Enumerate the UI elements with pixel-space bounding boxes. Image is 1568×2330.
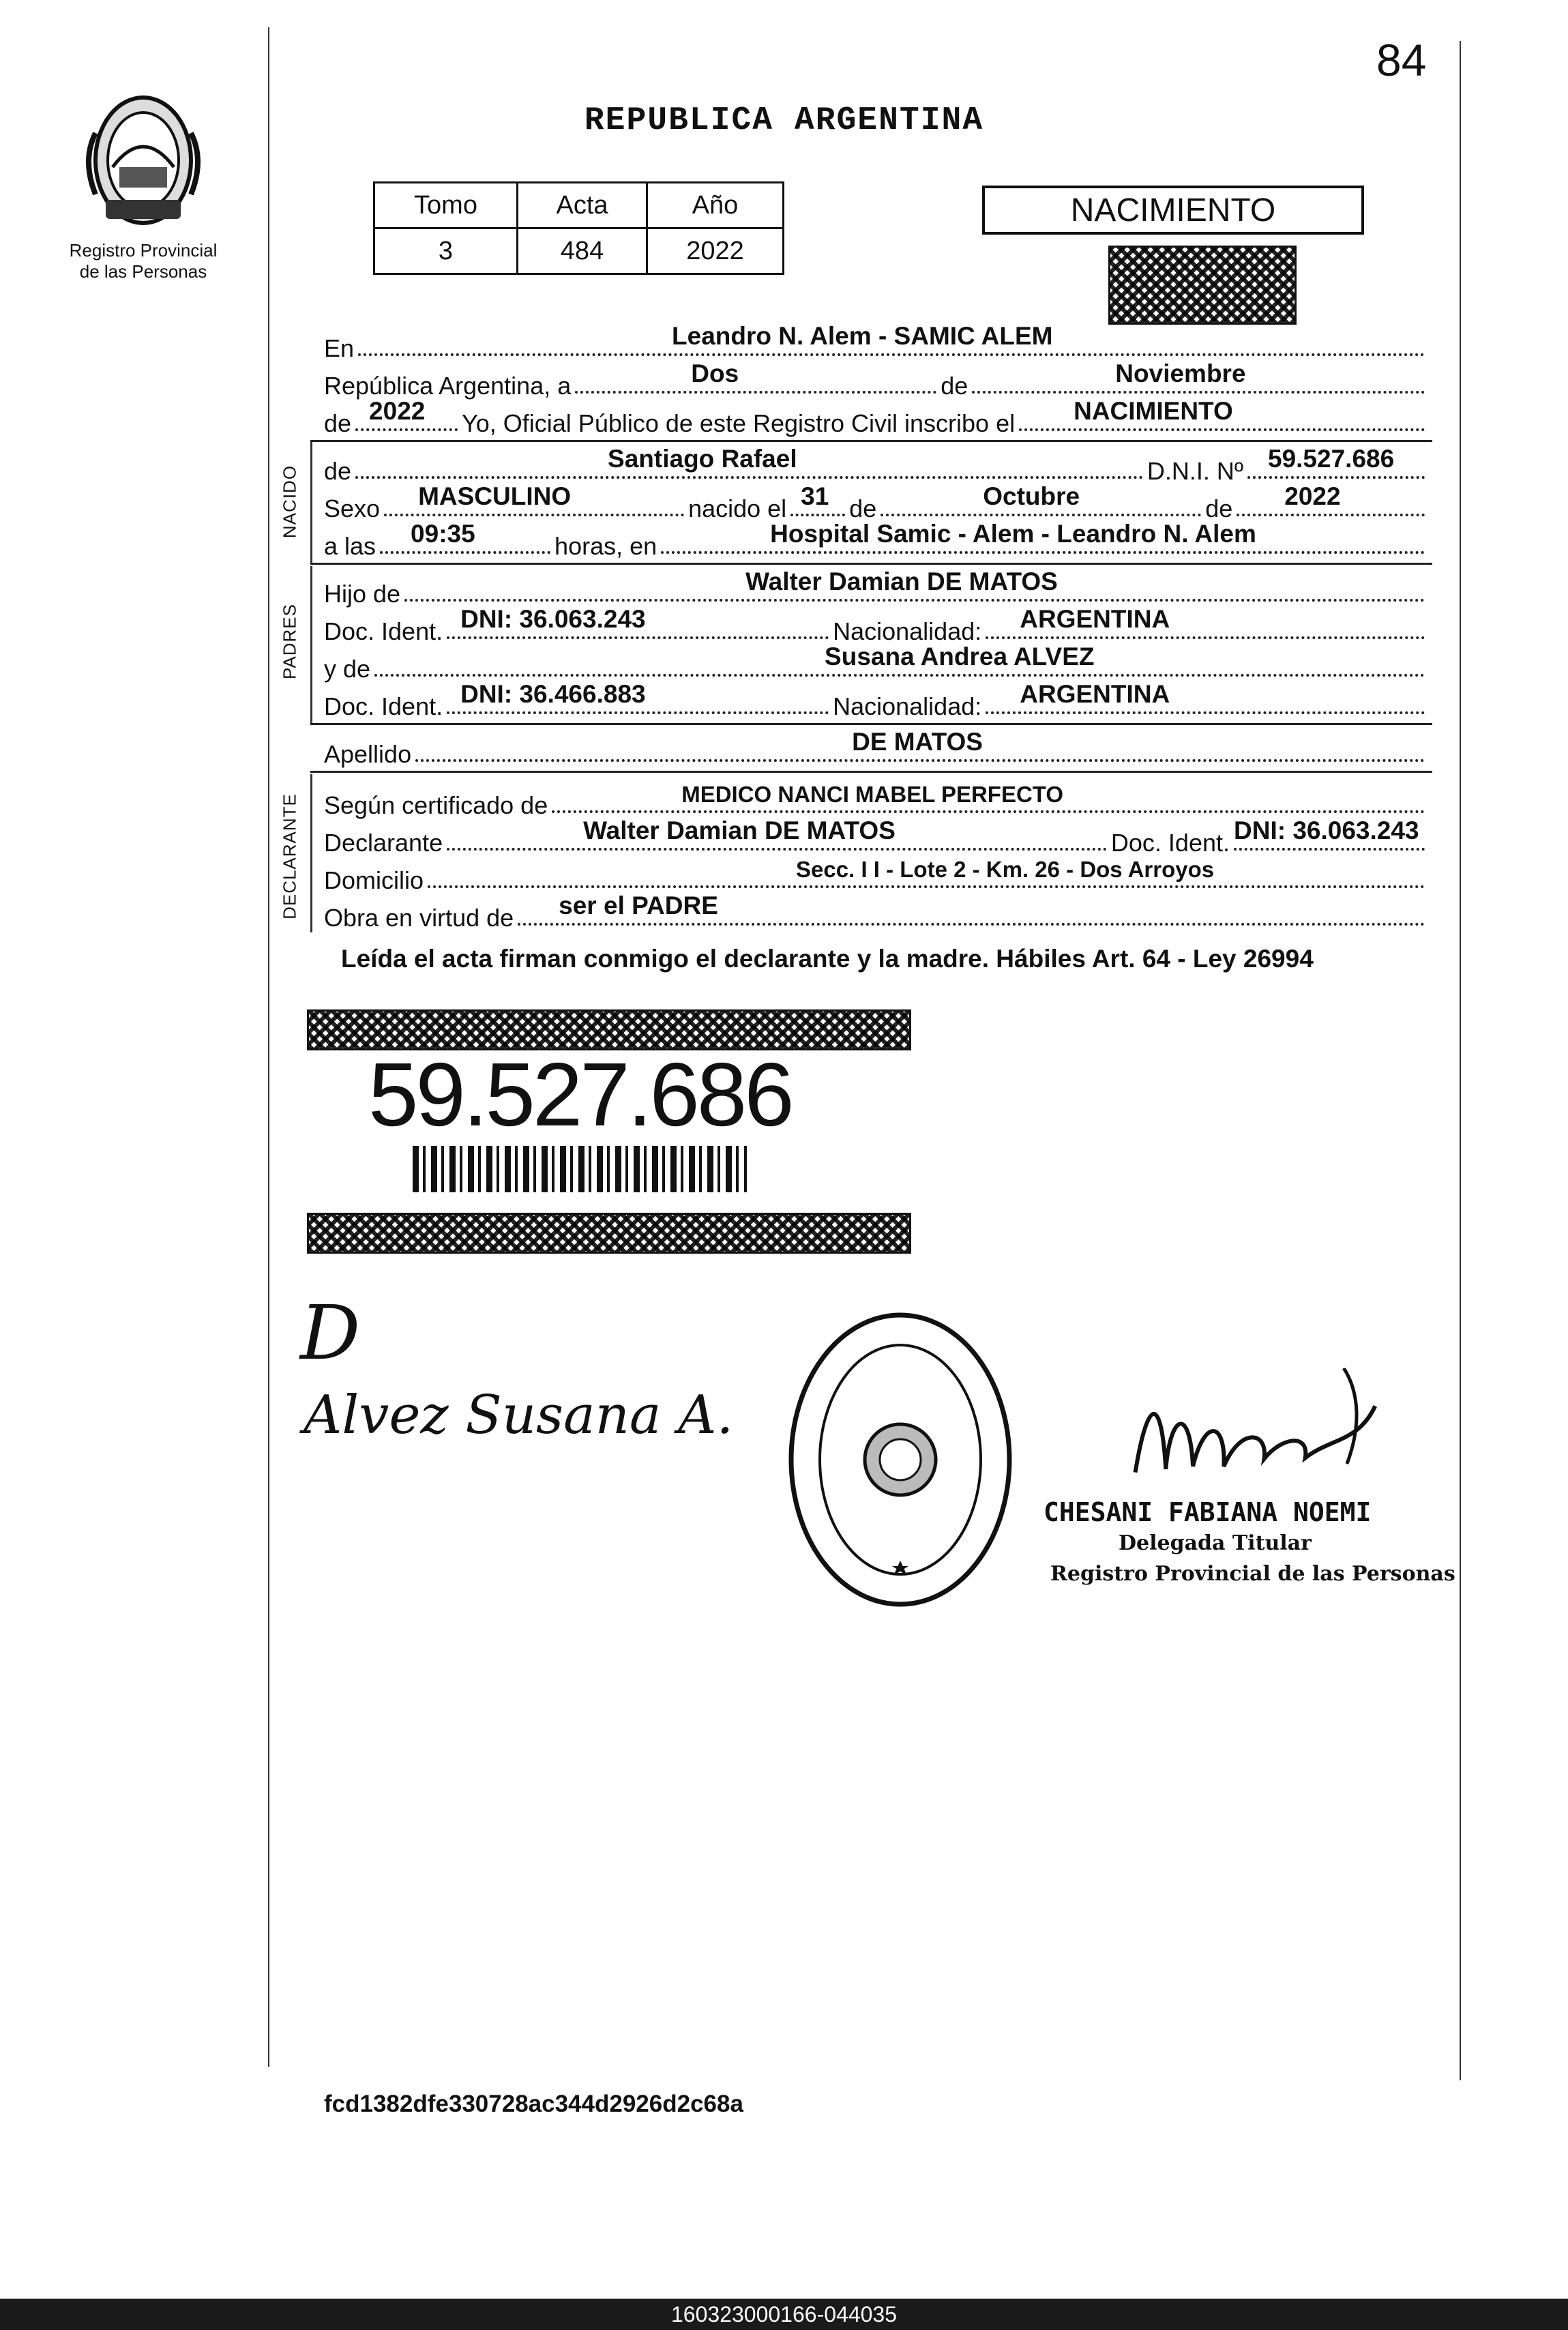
republica-label: República Argentina, a	[324, 372, 572, 400]
father-nationality: ARGENTINA	[1020, 605, 1170, 633]
doc-label-mother: Doc. Ident.	[324, 692, 443, 720]
official-name: CHESANI FABIANA NOEMI	[1044, 1497, 1372, 1527]
document-hash: fcd1382dfe330728ac344d2926d2c68a	[324, 2091, 743, 2117]
apellido-label: Apellido	[324, 740, 412, 768]
logo-caption-line2: de las Personas	[79, 261, 207, 282]
footer-bar	[0, 2299, 1568, 2330]
yde-label: y de	[324, 655, 371, 683]
nac-label-mother: Nacionalidad:	[833, 692, 982, 720]
left-margin-rule	[268, 27, 269, 2067]
de-label-3: de	[1205, 495, 1233, 522]
document-title: REPUBLICA ARGENTINA	[584, 102, 984, 139]
barcode-pattern-bottom	[307, 1213, 911, 1254]
decl-label: Declarante	[324, 829, 443, 857]
inscribo-line	[324, 397, 1429, 438]
header-acta: Acta	[518, 183, 647, 228]
de-label: de	[941, 372, 968, 400]
header-ano: Año	[647, 183, 784, 228]
official-seal	[784, 1306, 1016, 1613]
hijo-line	[324, 567, 1429, 608]
birth-month: Octubre	[983, 482, 1080, 510]
decl-doc-label: Doc. Ident.	[1110, 829, 1230, 857]
apellido-value: DE MATOS	[852, 728, 983, 756]
en-line	[324, 322, 1429, 363]
header-tomo: Tomo	[374, 183, 518, 228]
obra-value: ser el PADRE	[559, 891, 718, 919]
official-signature	[1120, 1365, 1390, 1509]
mother-name: Susana Andrea ALVEZ	[825, 643, 1095, 670]
right-margin-rule	[1460, 41, 1461, 2080]
nombre-line	[324, 445, 1429, 486]
declarante-line	[324, 816, 1429, 857]
closing-text: Leída el acta firman conmigo el declarante y la madre. Hábiles Art. 64 - Ley 26994	[341, 945, 1314, 973]
dni-label: D.N.I. Nº	[1147, 457, 1243, 485]
section-declarante: DECLARANTE	[279, 793, 300, 919]
inscribo-value: NACIMIENTO	[1074, 397, 1233, 425]
birth-day: 31	[801, 482, 829, 510]
signature-mother: Alvez Susana A.	[304, 1385, 734, 1446]
month-value: Noviembre	[1115, 359, 1246, 387]
value-acta: 484	[518, 228, 647, 274]
signature-declarante: D	[300, 1289, 361, 1376]
security-pattern-stamp	[1108, 246, 1297, 325]
cert-label: Según certificado de	[324, 791, 548, 819]
hora-line	[324, 520, 1429, 561]
cert-value: MEDICO NANCI MABEL PERFECTO	[681, 782, 1064, 807]
mother-line	[324, 643, 1429, 683]
nacido-el-label: nacido el	[688, 495, 787, 522]
mother-nationality: ARGENTINA	[1020, 680, 1170, 708]
birth-time: 09:35	[411, 520, 475, 548]
sexo-value: MASCULINO	[418, 482, 572, 510]
year-value: 2022	[369, 397, 426, 425]
obra-label: Obra en virtud de	[324, 904, 514, 932]
nac-label-father: Nacionalidad:	[833, 617, 982, 645]
barcode-bars	[413, 1146, 747, 1192]
footer-id: 160323000166-044035	[671, 2302, 897, 2327]
de2-label: de	[324, 409, 352, 437]
record-type-box: NACIMIENTO	[982, 186, 1364, 235]
sexo-label: Sexo	[324, 495, 381, 522]
obra-line	[324, 891, 1429, 932]
en-label: En	[324, 334, 355, 362]
decl-value: Walter Damian DE MATOS	[583, 816, 896, 844]
apellido-line	[324, 728, 1429, 769]
child-name: Santiago Rafael	[608, 445, 797, 473]
nombre-de-label: de	[324, 457, 352, 485]
birth-place: Hospital Samic - Alem - Leandro N. Alem	[770, 520, 1256, 548]
father-name: Walter Damian DE MATOS	[745, 567, 1058, 595]
en-value: Leandro N. Alem - SAMIC ALEM	[672, 322, 1053, 350]
inscribo-label: Yo, Oficial Público de este Registro Civil inscribo el	[462, 409, 1016, 437]
official-role: Delegada Titular	[1119, 1531, 1312, 1555]
dom-value: Secc. I I - Lote 2 - Km. 26 - Dos Arroyos	[796, 857, 1215, 882]
dom-label: Domicilio	[324, 866, 424, 894]
record-table	[373, 181, 784, 275]
section-padres: PADRES	[279, 604, 300, 679]
section-nacido: NACIDO	[279, 464, 300, 539]
hijo-label: Hijo de	[324, 580, 401, 608]
horas-label: horas, en	[554, 532, 657, 560]
official-office: Registro Provincial de las Personas	[1050, 1562, 1455, 1586]
logo-caption	[48, 240, 239, 282]
child-dni: 59.527.686	[1268, 445, 1395, 473]
decl-doc: DNI: 36.063.243	[1234, 816, 1419, 844]
value-tomo: 3	[374, 228, 518, 274]
mother-doc-line	[324, 680, 1429, 721]
day-value: Dos	[691, 359, 739, 387]
birth-year: 2022	[1284, 482, 1341, 510]
mother-doc: DNI: 36.466.883	[460, 680, 646, 708]
logo-caption-line1: Registro Provincial	[69, 240, 218, 261]
father-doc: DNI: 36.063.243	[460, 605, 646, 633]
page-number: 84	[1376, 35, 1427, 85]
signature-scribble-icon	[1120, 1365, 1389, 1494]
a-las-label: a las	[324, 532, 376, 560]
sexo-line	[324, 482, 1429, 523]
value-ano: 2022	[647, 228, 784, 274]
certificado-line	[324, 784, 1429, 820]
republica-line	[324, 359, 1429, 400]
father-doc-line	[324, 605, 1429, 646]
doc-label-father: Doc. Ident.	[324, 617, 443, 645]
de-label-2: de	[849, 495, 877, 522]
domicilio-line	[324, 859, 1429, 895]
barcode-number: 59.527.686	[368, 1044, 792, 1145]
